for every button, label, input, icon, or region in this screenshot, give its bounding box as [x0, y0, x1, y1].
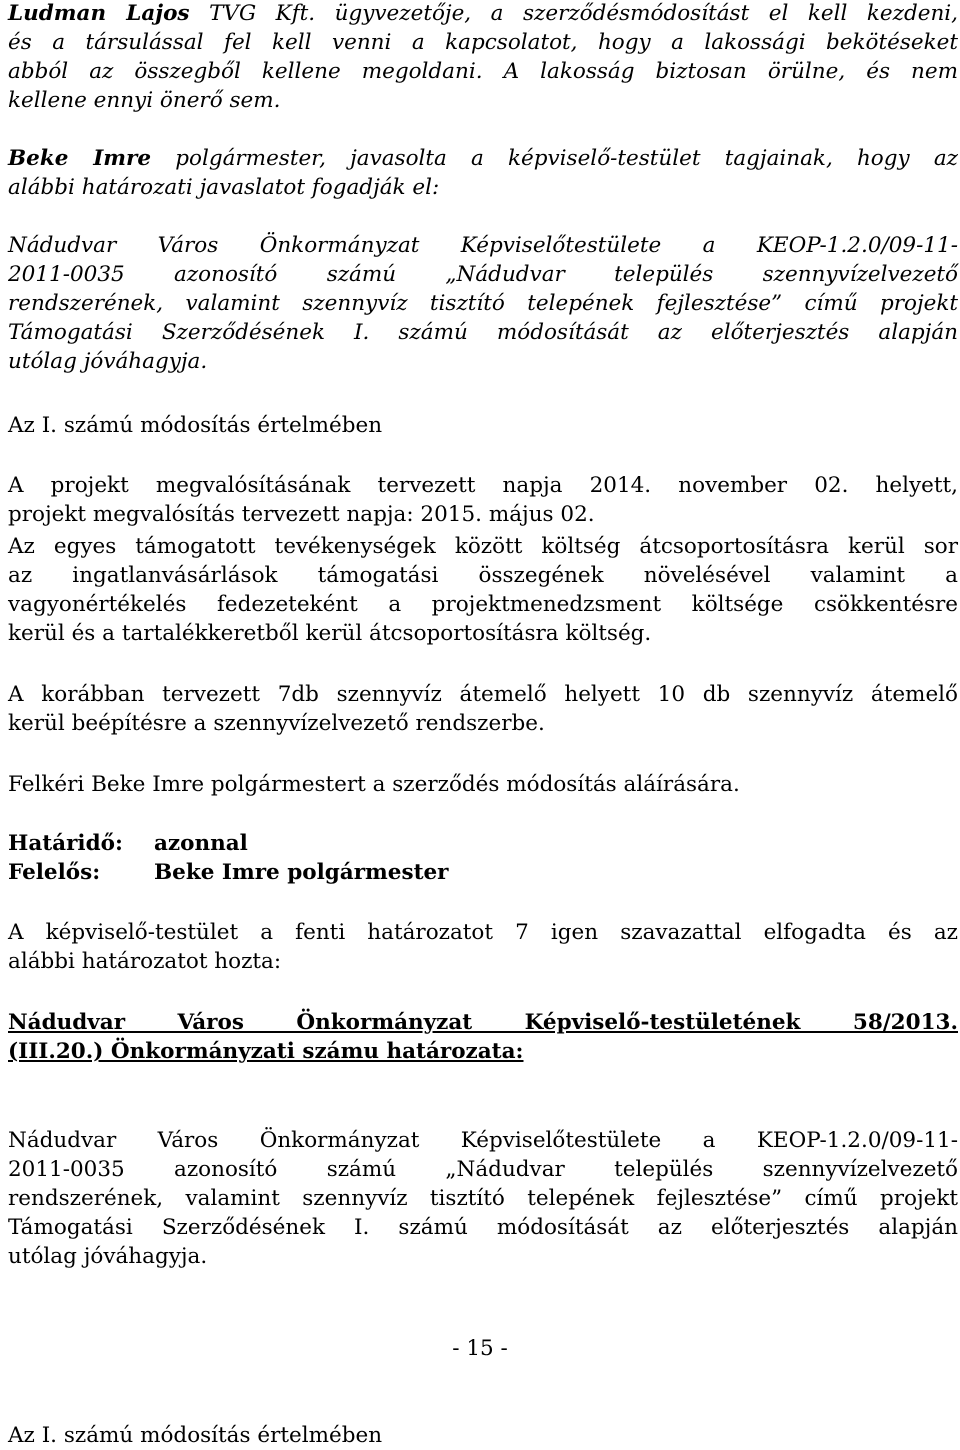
signature-request: Felkéri Beke Imre polgármestert a szerződés módosítás aláírására.: [8, 772, 740, 797]
speaker-name: Beke Imre: [8, 146, 152, 171]
pump-line-1: A korábban tervezett 7db szennyvíz átemelő helyett 10 db szennyvíz átemelő: [8, 682, 958, 707]
resolution-title-line-1: Nádudvar Város Önkormányzat Képviselő-testületének 58/2013.: [8, 1010, 958, 1035]
para-1-text: TVG Kft. ügyvezetője, a szerződésmódosítást el kell kezdeni,: [209, 1, 959, 26]
para-2-line-1: [8, 145, 958, 173]
cost-line-3: vagyonértékelés fedezeteként a projektmenedzsment költsége csökkentésre: [8, 592, 958, 617]
vote-line-2: alábbi határozatot hozta:: [8, 949, 282, 974]
responsible-label: Felelős:: [8, 860, 101, 885]
responsible-row: [8, 859, 958, 887]
vote-line-1: A képviselő-testület a fenti határozatot 7 igen szavazattal elfogadta és az: [8, 920, 958, 945]
cost-line-4: kerül és a tartalékkeretből kerül átcsoportosításra költség.: [8, 621, 652, 646]
proposal-line-5: utólag jóváhagyja.: [8, 349, 208, 374]
proposal-line-4: Támogatási Szerződésének I. számú módosítását az előterjesztés alapján: [8, 320, 958, 345]
deadline-value: azonnal: [154, 831, 248, 856]
date-change-line-1: A projekt megvalósításának tervezett napja 2014. november 02. helyett,: [8, 473, 958, 498]
proposal-line-2: 2011-0035 azonosító számú „Nádudvar település szennyvízelvezető: [8, 262, 958, 287]
modification-heading: Az I. számú módosítás értelmében: [8, 413, 383, 438]
resolution-line-5: utólag jóváhagyja.: [8, 1244, 208, 1269]
proposal-line-3: rendszerének, valamint szennyvíz tisztító telepének fejlesztése” című projekt: [8, 291, 958, 316]
resolution-line-1: Nádudvar Város Önkormányzat Képviselőtestülete a KEOP-1.2.0/09-11-: [8, 1128, 958, 1153]
responsible-value: Beke Imre polgármester: [154, 860, 449, 885]
resolution-title-line-2: (III.20.) Önkormányzati számu határozata:: [8, 1039, 524, 1064]
resolution-line-3: rendszerének, valamint szennyvíz tisztító telepének fejlesztése” című projekt: [8, 1186, 958, 1211]
para-2-line-2: alábbi határozati javaslatot fogadják el:: [8, 175, 440, 200]
para-1-line-2: és a társulással fel kell venni a kapcsolatot, hogy a lakossági bekötéseket: [8, 30, 958, 55]
pump-line-2: kerül beépítésre a szennyvízelvezető rendszerbe.: [8, 711, 545, 736]
date-change-line-2: projekt megvalósítás tervezett napja: 2015. május 02.: [8, 502, 595, 527]
page-number: - 15 -: [452, 1336, 508, 1361]
para-1-line-1: [8, 0, 958, 28]
cost-line-2: az ingatlanvásárlások támogatási összegének növelésével valamint a: [8, 563, 958, 588]
resolution-line-4: Támogatási Szerződésének I. számú módosítását az előterjesztés alapján: [8, 1215, 958, 1240]
para-2-text: polgármester, javasolta a képviselő-testület tagjainak, hogy az: [175, 146, 958, 171]
resolution-line-2: 2011-0035 azonosító számú „Nádudvar település szennyvízelvezető: [8, 1157, 958, 1182]
cost-line-1: Az egyes támogatott tevékenységek között költség átcsoportosításra kerül sor: [8, 534, 958, 559]
para-1-line-4: kellene ennyi önerő sem.: [8, 88, 281, 113]
proposal-line-1: Nádudvar Város Önkormányzat Képviselőtestülete a KEOP-1.2.0/09-11-: [8, 233, 958, 258]
para-1-line-3: abból az összegből kellene megoldani. A lakosság biztosan örülne, és nem: [8, 59, 958, 84]
footer-line: Az I. számú módosítás értelmében: [8, 1423, 383, 1448]
deadline-row: [8, 830, 958, 858]
deadline-label: Határidő:: [8, 831, 123, 856]
speaker-name: Ludman Lajos: [8, 1, 190, 26]
